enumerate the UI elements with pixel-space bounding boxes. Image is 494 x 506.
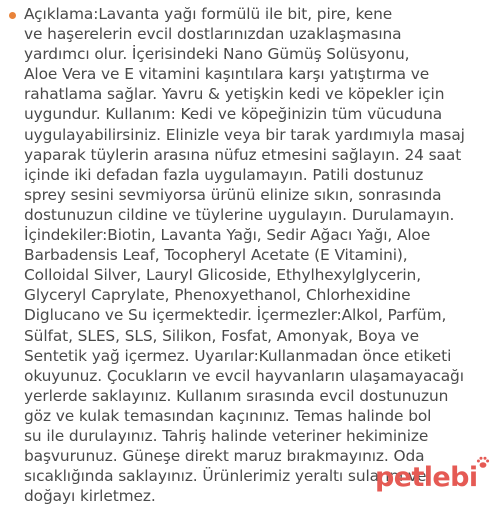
description-line: rahatlama sağlar. Yavru & yetişkin kedi ve köpekler için <box>24 85 445 104</box>
description-line: Sentetik yağ içermez. Uyarılar:Kullanmadan önce etiketi <box>24 346 452 365</box>
description-line: başvurunuz. Güneşe direkt maruz bırakmayınız. Oda <box>24 447 425 466</box>
description-line: göz ve kulak temasından kaçınınız. Temas halinde bol <box>24 406 432 425</box>
description-line: Sülfat, SLES, SLS, Silikon, Fosfat, Amonyak, Boya ve <box>24 326 420 345</box>
description-line: uygundur. Kullanım: Kedi ve köpeğinizin tüm vücuduna <box>24 105 443 124</box>
description-line: su ile durulayınız. Tahriş halinde veteriner hekiminize <box>24 426 429 445</box>
description-line: sprey sesini sevmiyorsa ürünü elinize sıkın, sonrasında <box>24 185 442 204</box>
description-line: ve haşerelerin evcil dostlarınızdan uzaklaşmasına <box>24 25 402 44</box>
paw-icon <box>476 455 490 469</box>
petlebi-logo[interactable] <box>375 463 487 493</box>
bullet-icon <box>9 12 16 19</box>
description-text <box>24 4 494 506</box>
description-line: sıcaklığında saklayınız. Ürünlerimiz yeraltı sularını ve <box>24 467 427 486</box>
logo-text: petlebi <box>375 462 478 493</box>
description-line: Açıklama:Lavanta yağı formülü ile bit, pire, kene <box>24 5 393 23</box>
description-line: Glyceryl Caprylate, Phenoxyethanol, Chlorhexidine <box>24 286 411 305</box>
description-line: yaparak tüylerin arasına nüfuz etmesini sağlayın. 24 saat <box>24 145 462 164</box>
description-line: Diglucano ve Su içermektedir. İçermezler:Alkol, Parfüm, <box>24 306 447 325</box>
description-line: yerlerde saklayınız. Kullanım sırasında evcil dostunuzun <box>24 386 449 405</box>
description-line: uygulayabilirsiniz. Elinizle veya bir tarak yardımıyla masaj <box>24 125 465 144</box>
description-line: Colloidal Silver, Lauryl Glicoside, Ethylhexylglycerin, <box>24 266 422 285</box>
description-line: içinde iki defadan fazla uygulamayın. Patili dostunuz <box>24 165 424 184</box>
description-line: Barbadensis Leaf, Tocopheryl Acetate (E Vitamini), <box>24 246 408 265</box>
description-line: Aloe Vera ve E vitamini kaşıntılara karşı yatıştırma ve <box>24 65 430 84</box>
description-line: İçindekiler:Biotin, Lavanta Yağı, Sedir Ağacı Yağı, Aloe <box>24 226 431 245</box>
description-line: okuyunuz. Çocukların ve evcil hayvanların ulaşamayacağı <box>24 366 464 385</box>
description-line: dostunuzun cildine ve tüylerine uygulayın. Durulamayın. <box>24 205 455 224</box>
description-line: doğayı kirletmez. <box>24 487 156 506</box>
description-line: yardımcı olur. İçerisindeki Nano Gümüş Solüsyonu, <box>24 45 410 64</box>
